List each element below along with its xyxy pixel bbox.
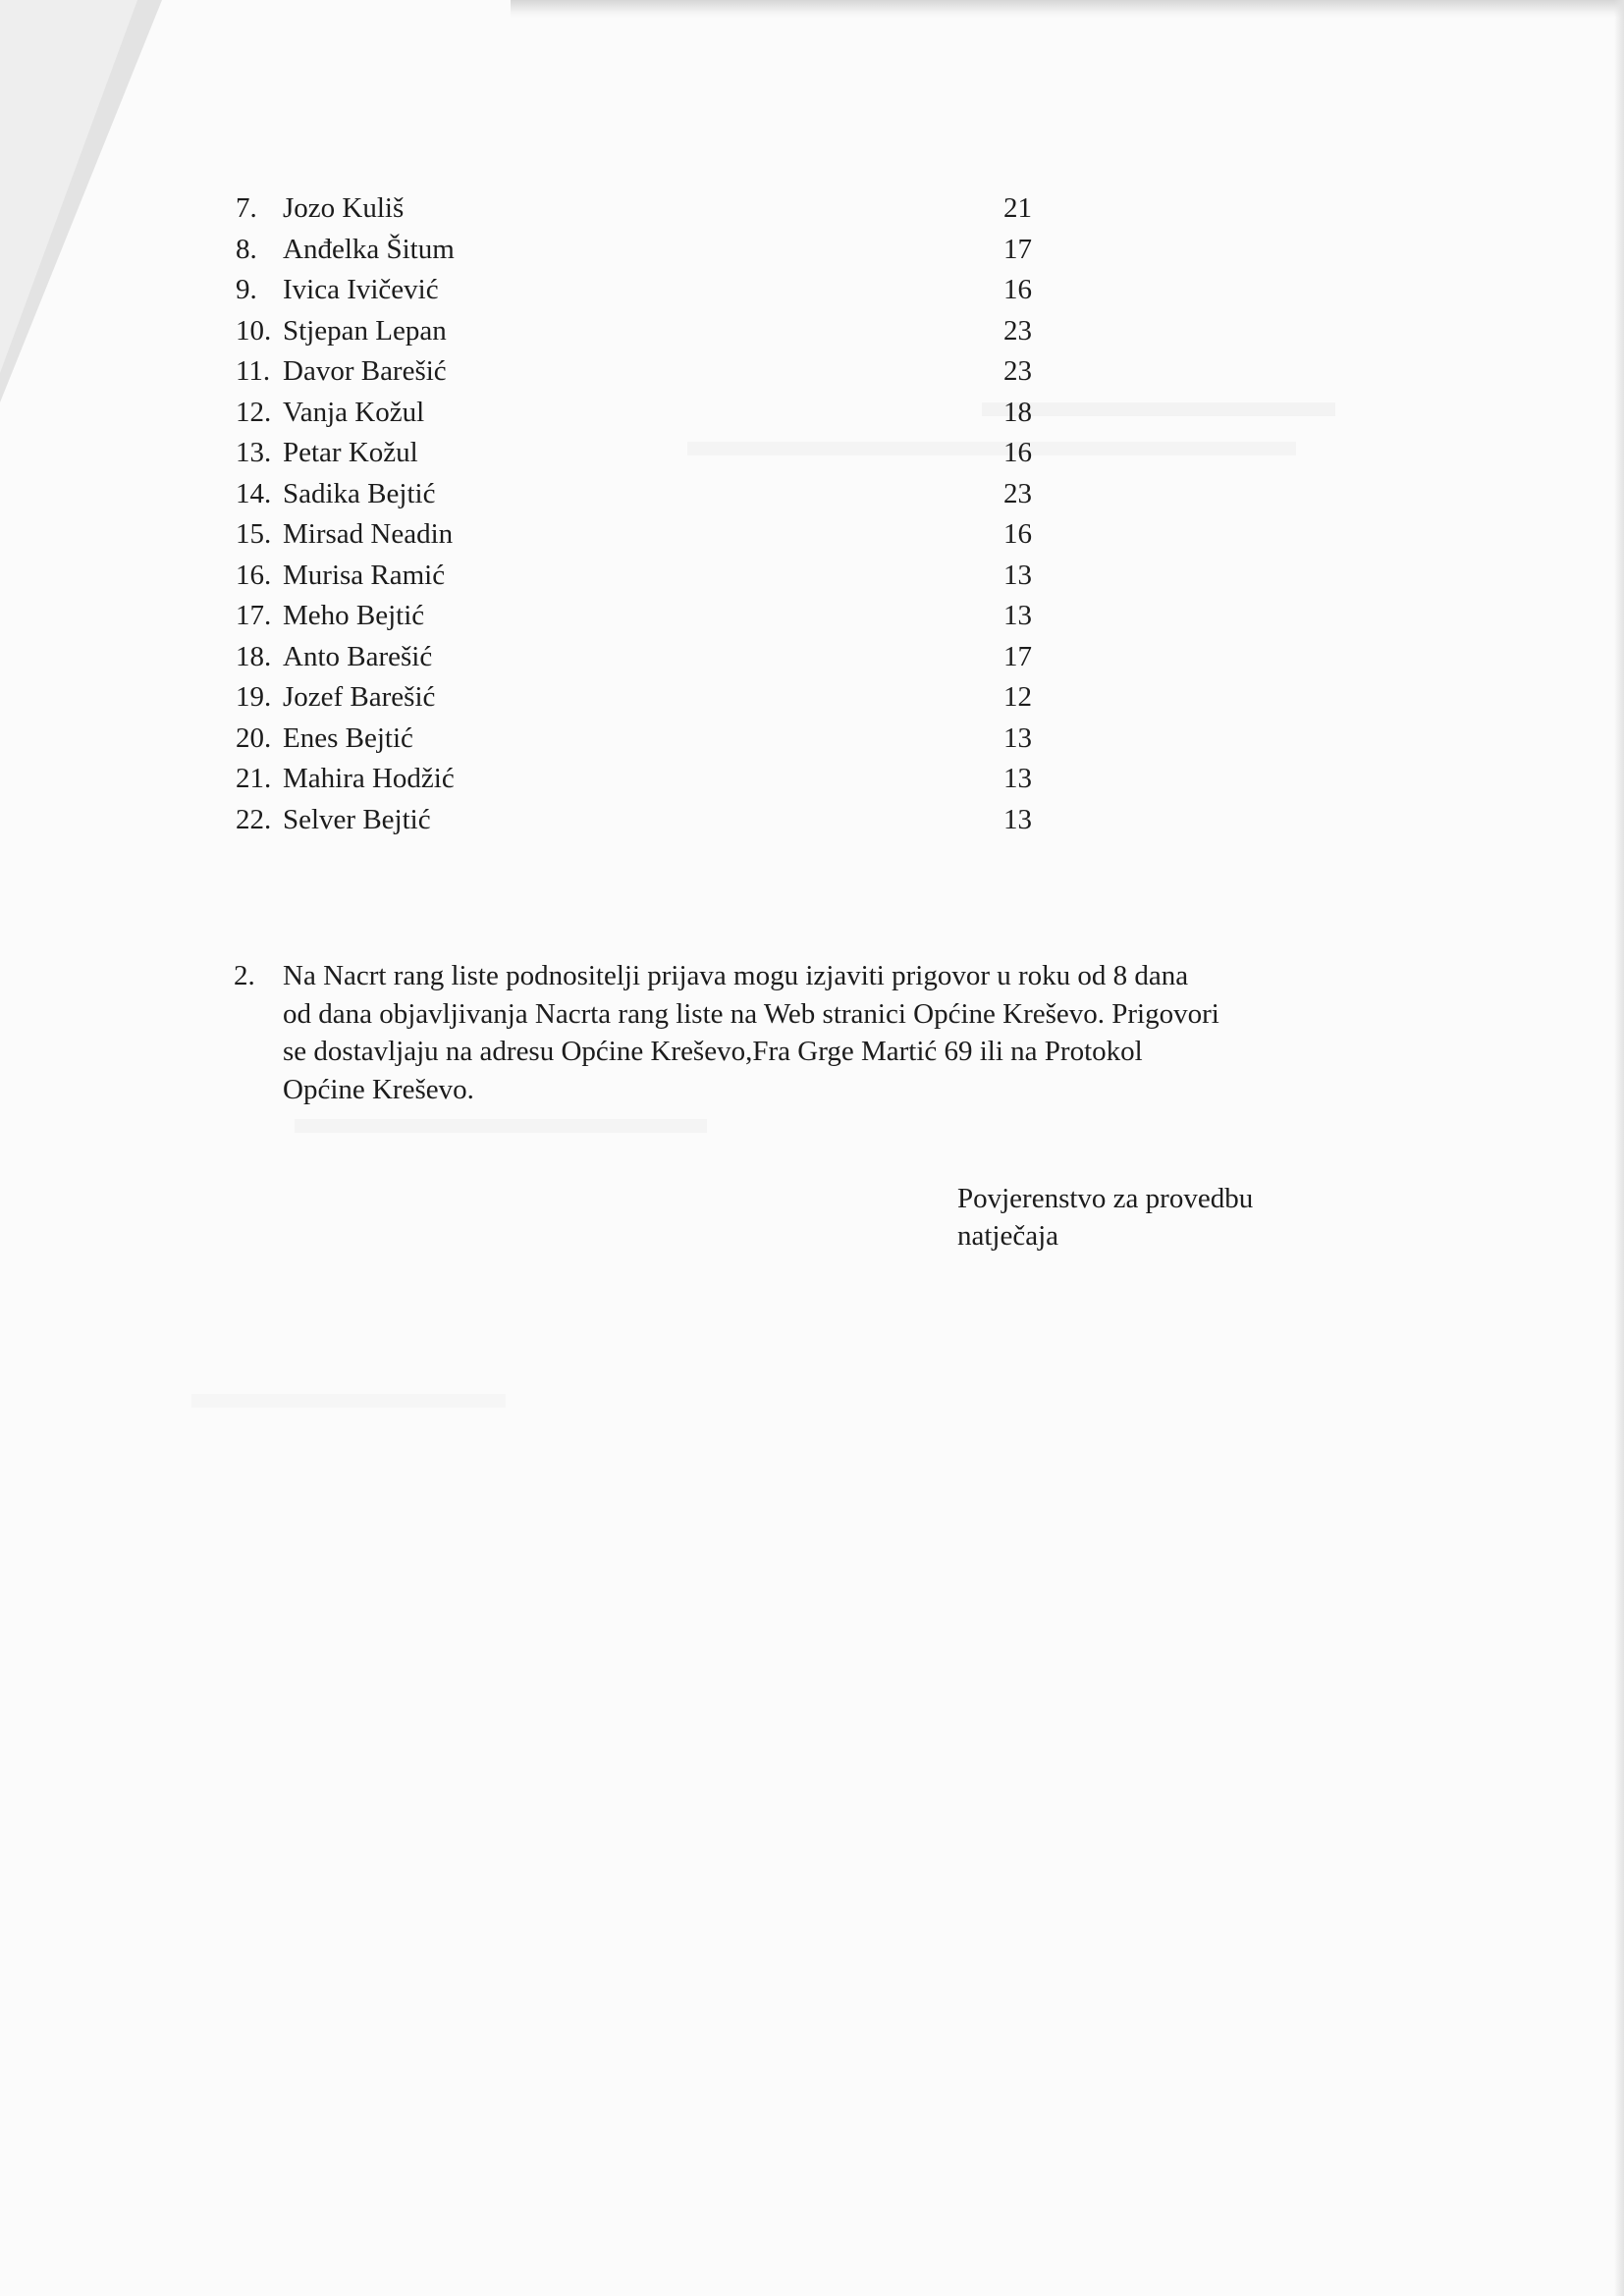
applicant-name: Davor Barešić: [283, 355, 447, 387]
rank-number: 19.: [236, 681, 272, 713]
applicant-score: 13: [1003, 721, 1032, 754]
rank-number: 8.: [236, 233, 257, 265]
applicant-name: Stjepan Lepan: [283, 314, 447, 347]
rank-number: 7.: [236, 192, 257, 224]
applicant-name: Mirsad Neadin: [283, 518, 454, 550]
ranking-row: [236, 719, 1080, 760]
scan-shadow-right: [1614, 0, 1624, 2296]
rank-number: 20.: [236, 721, 272, 754]
rank-number: 16.: [236, 559, 272, 591]
paragraph-number: 2.: [234, 960, 255, 991]
ranking-row: [236, 596, 1080, 637]
bleed-through-mark: [295, 1119, 707, 1133]
rank-number: 11.: [236, 355, 271, 387]
applicant-score: 17: [1003, 233, 1032, 265]
applicant-score: 16: [1003, 274, 1032, 305]
ranking-row: [236, 230, 1080, 271]
rank-number: 10.: [236, 314, 272, 347]
scan-folded-corner: [0, 0, 167, 402]
scan-shadow-top: [511, 0, 1624, 18]
ranking-list: [236, 188, 1080, 840]
applicant-name: Anđelka Šitum: [283, 233, 455, 265]
paragraph-line: Općine Kreševo.: [283, 1073, 474, 1105]
signature-line: natječaja: [957, 1220, 1059, 1252]
rank-number: 15.: [236, 518, 272, 550]
applicant-score: 16: [1003, 437, 1032, 468]
applicant-score: 23: [1003, 314, 1032, 347]
applicant-score: 13: [1003, 600, 1032, 631]
bleed-through-mark: [191, 1394, 506, 1408]
applicant-name: Sadika Bejtić: [283, 477, 436, 509]
applicant-score: 13: [1003, 763, 1032, 794]
applicant-name: Selver Bejtić: [283, 803, 431, 835]
ranking-row: [236, 474, 1080, 515]
applicant-score: 13: [1003, 559, 1032, 591]
applicant-score: 17: [1003, 640, 1032, 672]
ranking-row: [236, 677, 1080, 719]
applicant-name: Mahira Hodžić: [283, 763, 455, 794]
rank-number: 14.: [236, 477, 272, 509]
signature-block: [957, 1180, 1350, 1255]
rank-number: 21.: [236, 763, 272, 794]
applicant-score: 13: [1003, 803, 1032, 835]
applicant-name: Petar Kožul: [283, 437, 418, 468]
ranking-row: [236, 188, 1080, 230]
ranking-row: [236, 759, 1080, 800]
applicant-score: 18: [1003, 396, 1032, 428]
applicant-name: Anto Barešić: [283, 640, 433, 672]
rank-number: 12.: [236, 396, 272, 428]
rank-number: 17.: [236, 600, 272, 631]
applicant-score: 12: [1003, 681, 1032, 713]
ranking-row: [236, 433, 1080, 474]
applicant-name: Ivica Ivičević: [283, 274, 439, 305]
applicant-score: 23: [1003, 355, 1032, 387]
applicant-score: 21: [1003, 192, 1032, 224]
applicant-score: 16: [1003, 518, 1032, 550]
ranking-row: [236, 556, 1080, 597]
rank-number: 9.: [236, 274, 257, 305]
applicant-name: Vanja Kožul: [283, 396, 425, 428]
rank-number: 13.: [236, 437, 272, 468]
paragraph-text: [283, 957, 1324, 1108]
rank-number: 22.: [236, 803, 272, 835]
ranking-row: [236, 270, 1080, 311]
paragraph-line: Na Nacrt rang liste podnositelji prijava mogu izjaviti prigovor u roku od 8 dana: [283, 960, 1189, 991]
applicant-name: Jozo Kuliš: [283, 192, 405, 224]
paragraph-line: se dostavljaju na adresu Općine Kreševo,Fra Grge Martić 69 ili na Protokol: [283, 1036, 1143, 1067]
applicant-name: Meho Bejtić: [283, 600, 425, 631]
paragraph-line: od dana objavljivanja Nacrta rang liste na Web stranici Općine Kreševo. Prigovori: [283, 997, 1219, 1030]
ranking-row: [236, 637, 1080, 678]
signature-line: Povjerenstvo za provedbu: [957, 1183, 1254, 1214]
rank-number: 18.: [236, 640, 272, 672]
ranking-row: [236, 351, 1080, 393]
applicant-name: Enes Bejtić: [283, 721, 413, 754]
ranking-row: [236, 800, 1080, 841]
ranking-row: [236, 393, 1080, 434]
applicant-name: Jozef Barešić: [283, 681, 436, 713]
applicant-name: Murisa Ramić: [283, 559, 446, 591]
ranking-row: [236, 311, 1080, 352]
ranking-row: [236, 514, 1080, 556]
applicant-score: 23: [1003, 477, 1032, 509]
